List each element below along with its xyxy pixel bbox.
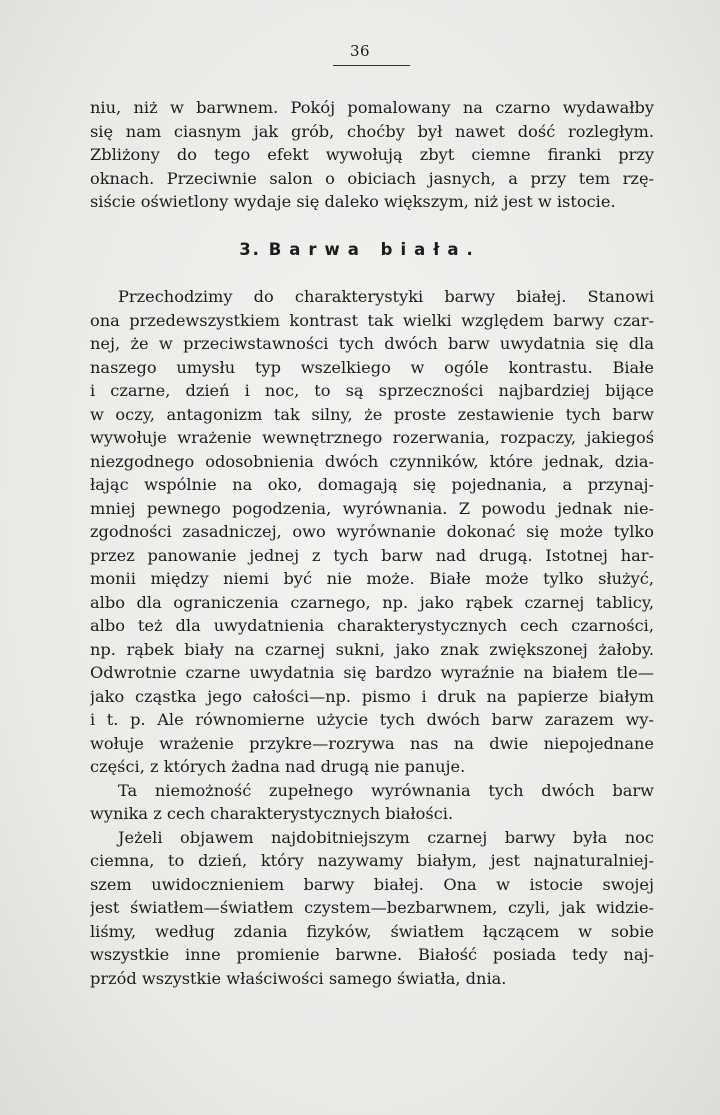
text-line: mniej pewnego pogodzenia, wyrównania. Z powodu jednak nie- [90, 498, 654, 518]
text-line: siście oświetlony wydaje się daleko większym, niż jest w istocie. [90, 192, 616, 211]
text-line: i czarne, dzień i noc, to są sprzeczności najbardziej bijące [90, 381, 654, 400]
text-line: ona przedewszystkiem kontrast tak wielki względem barwy czar- [90, 310, 654, 330]
text-line: części, z których żadna nad drugą nie panuje. [90, 757, 466, 776]
text-line: albo też dla uwydatnienia charakterystycznych cech czarności, [90, 616, 654, 635]
text-line: Ta niemożność zupełnego wyrównania tych dwóch barw [118, 780, 654, 800]
text-line: Jeżeli objawem najdobitniejszym czarnej barwy była noc [118, 827, 654, 847]
text-line: wywołuje wrażenie wewnętrznego rozerwania, rozpaczy, jakiegoś [90, 428, 654, 447]
text-line: Odwrotnie czarne uwydatnia się bardzo wyraźnie na białem tle— [90, 663, 654, 682]
text-line: albo dla ograniczenia czarnego, np. jako rąbek czarnej tablicy, [90, 592, 654, 612]
text-line: wołuje wrażenie przykre—rozrywa nas na dwie niepojednane [90, 733, 654, 753]
page-number: 36 [349, 42, 371, 60]
text-line: np. rąbek biały na czarnej sukni, jako znak zwiększonej żałoby. [90, 639, 654, 659]
text-line: łając wspólnie na oko, domagają się pojednania, a przynaj- [90, 475, 654, 494]
section-title: Barwa biała. [268, 240, 481, 259]
text-line: niezgodnego odosobnienia dwóch czynników, które jednak, dzia- [90, 451, 654, 471]
section-number: 3. [239, 240, 261, 259]
text-line: zgodności zasadniczej, owo wyrównanie dokonać się może tylko [90, 522, 654, 541]
text-line: ciemna, to dzień, który nazywamy białym, jest najnaturalniej- [90, 851, 654, 870]
text-line: oknach. Przeciwnie salon o obiciach jasnych, a przy tem rzę- [90, 168, 654, 188]
text-line: się nam ciasnym jak grób, choćby był nawet dość rozległym. [90, 121, 654, 141]
text-line: nej, że w przeciwstawności tych dwóch barw uwydatnia się dla [90, 334, 654, 353]
section-heading [0, 240, 720, 259]
text-line: wszystkie inne promienie barwne. Białość posiada tedy naj- [90, 945, 654, 964]
text-line: Przechodzimy do charakterystyki barwy białej. Stanowi [118, 287, 654, 306]
text-line: Zbliżony do tego efekt wywołują zbyt ciemne firanki przy [90, 145, 654, 164]
body-text [90, 285, 654, 990]
text-line: niu, niż w barwnem. Pokój pomalowany na czarno wydawałby [90, 98, 654, 117]
text-line: jest światłem—światłem czystem—bezbarwnem, czyli, jak widzie- [90, 898, 654, 917]
text-line: monii między niemi być nie może. Białe może tylko służyć, [90, 569, 654, 588]
text-line: szem uwidocznieniem barwy białej. Ona w istocie swojej [90, 874, 654, 894]
text-line: naszego umysłu typ wszelkiego w ogóle kontrastu. Białe [90, 357, 654, 377]
intro-paragraph [90, 96, 654, 214]
text-line: jako cząstka jego całości—np. pismo i druk na papierze białym [90, 686, 654, 706]
text-line: wynika z cech charakterystycznych białości. [90, 804, 454, 823]
page-number-rule [333, 65, 410, 66]
text-line: liśmy, według zdania fizyków, światłem łączącem w sobie [90, 921, 654, 941]
text-line: przód wszystkie właściwości samego światła, dnia. [90, 968, 507, 988]
text-line: i t. p. Ale równomierne użycie tych dwóch barw zarazem wy- [90, 710, 654, 729]
text-line: przez panowanie jednej z tych barw nad drugą. Istotnej har- [90, 545, 654, 565]
text-line: w oczy, antagonizm tak silny, że proste zestawienie tych barw [90, 404, 654, 424]
